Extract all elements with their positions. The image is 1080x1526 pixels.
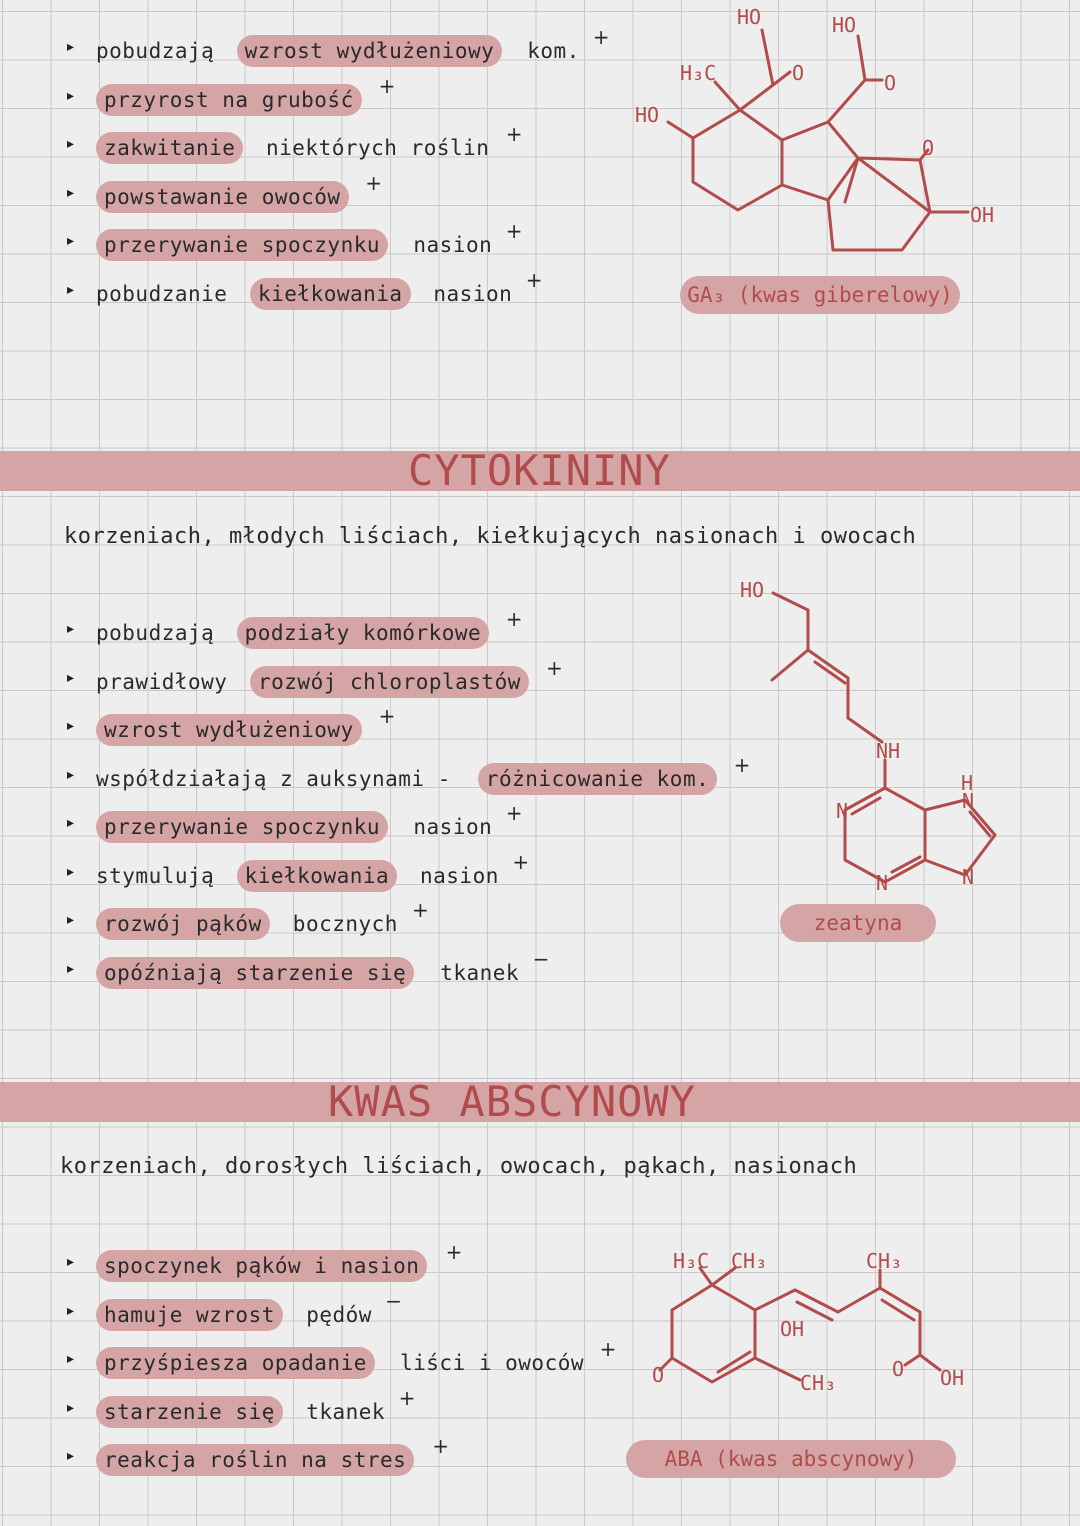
effect-text: prawidłowy [96,669,228,694]
highlighted-text: podziały komórkowe [237,617,490,649]
gibberellin-section [0,0,1080,440]
aba-atom-label: OH [780,1317,805,1341]
effect-sign: + [365,170,382,195]
effect-sign: − [532,946,550,971]
bullet-icon: ▸ [67,1399,75,1416]
zeatin-atom-label: N [876,871,889,895]
bullet-icon: ▸ [67,815,75,831]
zeatin-atom-label: HO [740,578,765,602]
effect-sign: + [733,752,751,777]
bullet-icon: ▸ [67,1351,75,1367]
effect-sign: + [512,849,530,874]
effect-item [0,1385,1080,1432]
highlighted-text: rozwój chloroplastów [250,666,529,698]
bullet-icon: ▸ [67,863,75,880]
cytokinins-title: CYTOKININY [408,446,671,495]
bullet-icon: ▸ [67,184,75,201]
ga3-atom-label: O [922,136,935,160]
aba-title: KWAS ABSCYNOWY [328,1077,697,1126]
highlighted-text: reakcja roślin na stres [96,1444,414,1476]
effect-text: pobudzają [96,621,215,645]
bullet-icon: ▸ [67,87,75,104]
effect-text: pobudzanie [96,281,228,306]
effect-text: pobudzają [96,39,215,63]
zeatin-atom-label: H [961,771,974,795]
effect-sign: + [599,1337,617,1361]
bullet-icon: ▸ [67,136,75,152]
bullet-icon: ▸ [67,281,75,298]
highlighted-text: przyśpiesza opadanie [96,1347,375,1379]
effect-text: nasion [413,233,493,257]
zeatin-atom-label: N [836,799,849,823]
effect-text: liści i owoców [400,1351,585,1375]
aba-atom-label: O [892,1357,905,1381]
highlighted-text: wzrost wydłużeniowy [237,35,503,67]
effect-sign: + [378,73,396,98]
highlighted-text: kiełkowania [250,278,411,310]
highlighted-text: hamuje wzrost [96,1299,283,1331]
zeatin-atom-label: N [962,789,975,813]
effect-sign: + [412,898,429,922]
ga3-atom-label: OH [970,203,995,227]
highlighted-text: różnicowanie kom. [478,763,717,795]
bullet-icon: ▸ [67,718,75,734]
bullet-icon: ▸ [67,1254,75,1270]
highlighted-text: starzenie się [96,1396,283,1428]
effect-sign: − [385,1288,402,1313]
ga3-atom-label: O [792,61,805,85]
zeatin-structure [740,570,1020,900]
effect-text: tkanek [306,1399,386,1424]
ga3-atom-label: HO [832,13,857,37]
effect-text: niektórych roślin [266,136,490,160]
effect-sign: + [432,1434,449,1458]
aba-atom-label: O [652,1363,665,1387]
bullet-icon: ▸ [67,912,75,928]
ga3-atom-label: HO [635,103,660,127]
aba-atom-label: CH₃ [866,1249,903,1273]
effect-sign: + [378,704,396,728]
effect-text: nasion [413,815,493,839]
effect-text: stymulują [96,863,215,888]
effect-sign: + [505,607,523,631]
zeatin-atom-label: NH [876,739,901,763]
effect-sign: + [505,801,523,825]
aba-molecule-label: ABA (kwas abscynowy) [626,1440,956,1478]
effect-text: tkanek [440,960,520,985]
aba-atom-label: H₃C [673,1249,710,1273]
effect-text: nasion [433,281,513,306]
bullet-icon: ▸ [67,766,75,783]
effect-text: bocznych [292,912,398,936]
effect-item [0,946,1080,993]
highlighted-text: kiełkowania [237,860,398,892]
bullet-icon: ▸ [67,233,75,249]
highlighted-text: opóźniają starzenie się [96,957,414,989]
bullet-icon: ▸ [67,669,75,686]
bullet-icon: ▸ [67,1448,75,1464]
highlighted-text: przerywanie spoczynku [96,811,388,843]
highlighted-text: przerywanie spoczynku [96,229,388,261]
effect-sign: + [505,122,523,146]
ga3-molecule-label: GA₃ (kwas giberelowy) [680,276,960,314]
aba-atom-label: OH [940,1366,965,1390]
bullet-icon: ▸ [67,960,75,977]
effect-text: współdziałają z auksynami - [96,766,451,791]
bullet-icon: ▸ [67,621,75,637]
ga3-atom-label: H₃C [680,61,717,85]
aba-occurrence: korzeniach, dorosłych liściach, owocach, pąkach, nasionach [60,1154,858,1179]
zeatin-molecule-label: zeatyna [780,904,936,942]
highlighted-text: przyrost na grubość [96,84,362,116]
effect-sign: + [525,267,543,292]
effect-text: kom. [527,39,580,63]
highlighted-text: rozwój pąków [96,908,270,940]
highlighted-text: zakwitanie [96,132,243,164]
ga3-structure [620,0,1020,270]
aba-atom-label: CH₃ [800,1371,837,1395]
bullet-icon: ▸ [67,1302,75,1319]
effect-sign: + [592,25,610,49]
effect-sign: + [398,1385,416,1410]
aba-atom-label: CH₃ [731,1249,768,1273]
highlighted-text: spoczynek pąków i nasion [96,1250,427,1282]
effect-sign: + [445,1240,463,1264]
bullet-icon: ▸ [67,39,75,55]
ga3-atom-label: O [884,71,897,95]
highlighted-text: wzrost wydłużeniowy [96,714,362,746]
cytokinins-occurrence: korzeniach, młodych liściach, kiełkujących nasionach i owocach [64,524,917,549]
effect-text: nasion [420,863,499,888]
aba-structure [640,1240,980,1400]
effect-sign: + [546,655,563,680]
effect-sign: + [505,219,523,243]
highlighted-text: powstawanie owoców [96,181,349,213]
effect-text: pędów [306,1302,372,1327]
zeatin-atom-label: N [962,865,975,889]
ga3-atom-label: HO [737,5,762,29]
